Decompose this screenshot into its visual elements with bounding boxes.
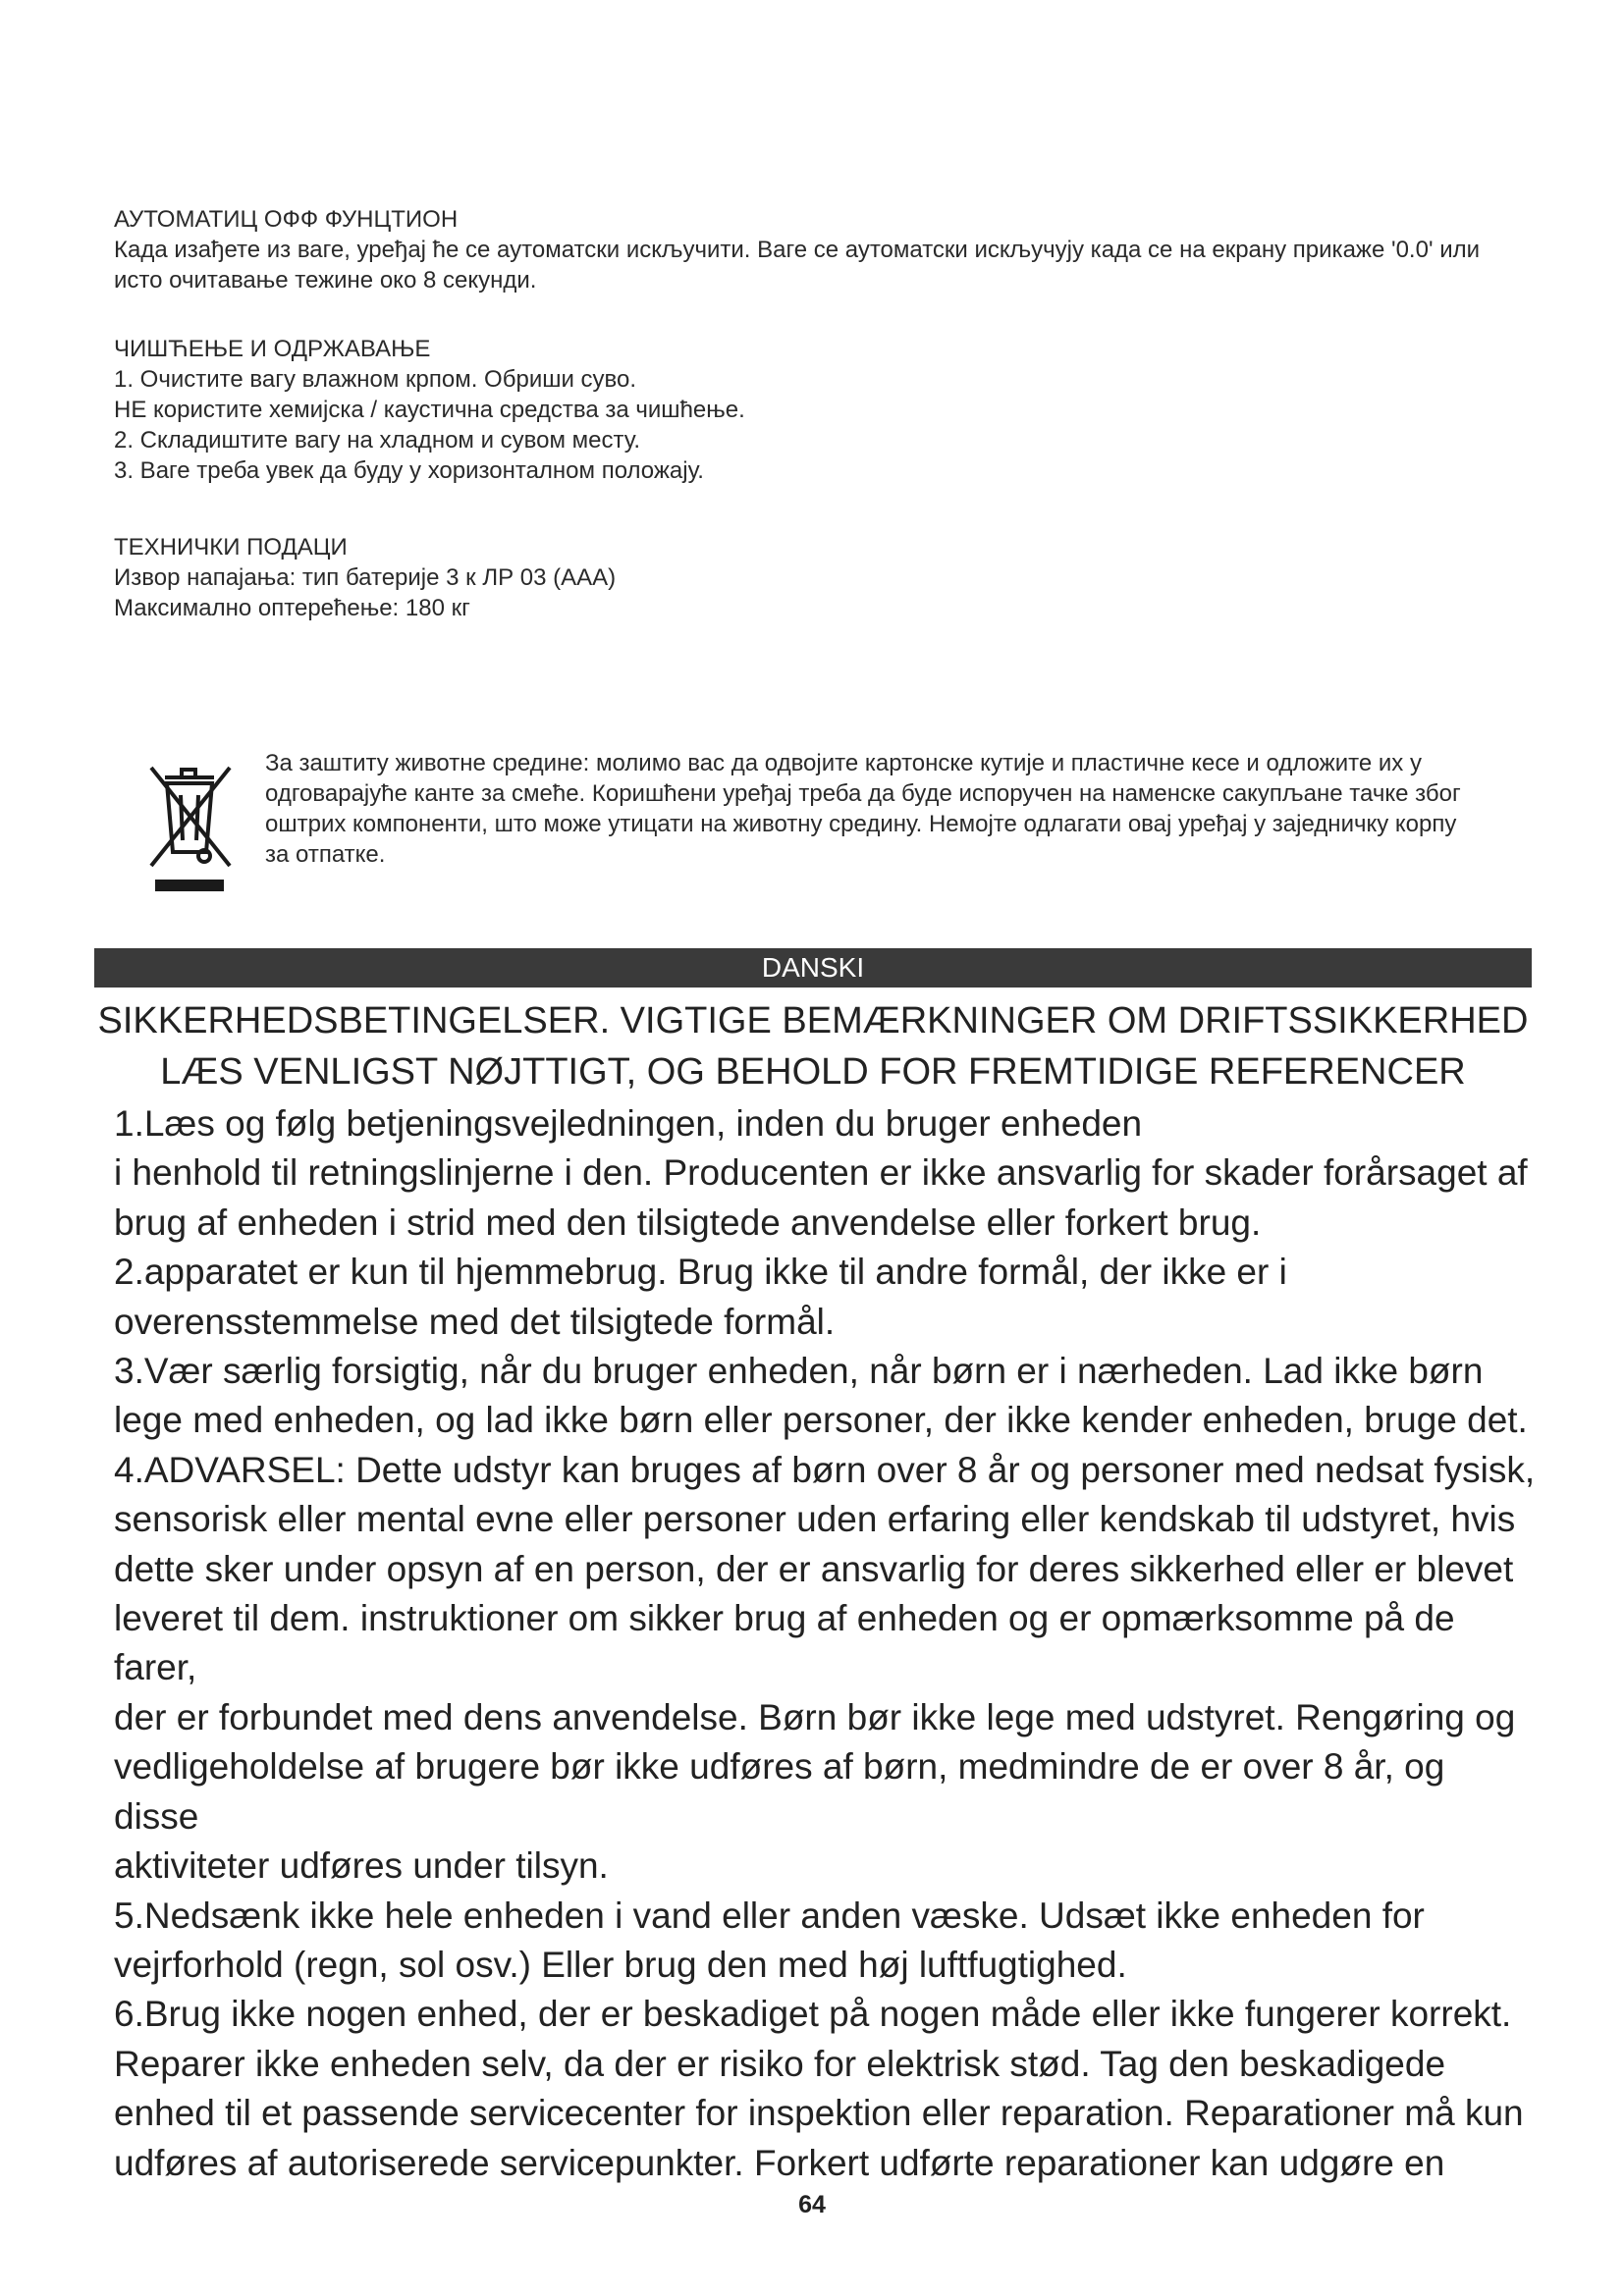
- text-line: aktiviteter udføres under tilsyn.: [114, 1845, 609, 1887]
- text-line: vedligeholdelse af brugere bør ikke udføres af børn, medmindre de er over 8 år, og disse: [114, 1746, 1445, 1837]
- danish-safety-text: [114, 1099, 1538, 2188]
- text-line: НЕ користите хемијска / каустична средства за чишћење.: [114, 397, 745, 423]
- text-line: 3. Ваге треба увек да буду у хоризонталном положају.: [114, 457, 704, 484]
- text-line: sensorisk eller mental evne eller personer uden erfaring eller kendskab til udstyret, hvis: [114, 1499, 1516, 1540]
- text-line: enhed til et passende servicecenter for inspektion eller reparation. Reparationer må kun: [114, 2093, 1524, 2134]
- text-line: Када изађете из ваге, уређај ће се аутоматски искључити. Ваге се аутоматски искључују када се на екрану прикаже '0.0' или: [114, 237, 1481, 263]
- text-line: brug af enheden i strid med den tilsigtede anvendelse eller forkert brug.: [114, 1201, 1262, 1243]
- text-line: за отпатке.: [265, 841, 386, 868]
- text-line: одговарајуће канте за смеће. Коришћени уређај треба да буде испоручен на наменске сакупљане тачке због: [265, 780, 1461, 807]
- language-banner: DANSKI: [94, 948, 1532, 988]
- text-line: 6.Brug ikke nogen enhed, der er beskadiget på nogen måde eller ikke fungerer korrekt.: [114, 1994, 1512, 2035]
- text-line: 2. Складиштите вагу на хладном и сувом месту.: [114, 427, 641, 454]
- safety-headline: SIKKERHEDSBETINGELSER. VIGTIGE BEMÆRKNINGER OM DRIFTSSIKKERHED: [97, 1000, 1529, 1041]
- section-heading: ЧИШЋЕЊЕ И ОДРЖАВАЊЕ: [114, 336, 431, 362]
- text-line: исто очитавање тежине око 8 секунди.: [114, 267, 537, 294]
- text-line: оштрих компоненти, што може утицати на животну средину. Немојте одлагати овај уређај у заједничку корпу: [265, 811, 1457, 837]
- text-line: 3.Vær særlig forsigtig, når du bruger enheden, når børn er i nærheden. Lad ikke børn: [114, 1351, 1484, 1392]
- section-cleaning: [114, 334, 1528, 486]
- text-line: 2.apparatet er kun til hjemmebrug. Brug ikke til andre formål, der ikke er i: [114, 1252, 1287, 1293]
- text-line: vejrforhold (regn, sol osv.) Eller brug den med høj luftfugtighed.: [114, 1944, 1127, 1985]
- text-line: dette sker under opsyn af en person, der er ansvarlig for deres sikkerhed eller er blevet: [114, 1548, 1514, 1589]
- text-line: 4.ADVARSEL: Dette udstyr kan bruges af børn over 8 år og personer med nedsat fysisk,: [114, 1449, 1536, 1490]
- text-line: За заштиту животне средине: молимо вас да одвојите картонске кутије и пластичне кесе и одложите их у: [265, 750, 1422, 776]
- text-line: 5.Nedsænk ikke hele enheden i vand eller anden væske. Udsæt ikke enheden for: [114, 1895, 1425, 1936]
- crossed-out-wheelie-bin-icon: [137, 756, 241, 898]
- text-line: leveret til dem. instruktioner om sikker brug af enheden og er opmærksomme på de farer,: [114, 1598, 1455, 1688]
- eco-notice: [137, 748, 1532, 905]
- text-line: 1. Очистите вагу влажном крпом. Обриши суво.: [114, 366, 637, 393]
- text-line: overensstemmelse med det tilsigtede formål.: [114, 1301, 836, 1342]
- page-number: 64: [798, 2191, 826, 2218]
- text-line: lege med enheden, og lad ikke børn eller personer, der ikke kender enheden, bruge det.: [114, 1400, 1528, 1441]
- text-line: 1.Læs og følg betjeningsvejledningen, inden du bruger enheden: [114, 1103, 1143, 1144]
- text-line: der er forbundet med dens anvendelse. Børn bør ikke lege med udstyret. Rengøring og: [114, 1696, 1516, 1737]
- text-line: Максимално оптерећење: 180 кг: [114, 595, 470, 621]
- text-line: Reparer ikke enheden selv, da der er risiko for elektrisk stød. Tag den beskadigede: [114, 2043, 1446, 2084]
- section-heading: АУТОМАТИЦ ОФФ ФУНЦТИОН: [114, 206, 459, 233]
- section-technical-data: [114, 532, 1528, 623]
- safety-subheadline: LÆS VENLIGST NØJTTIGT, OG BEHOLD FOR FREMTIDIGE REFERENCER: [160, 1051, 1466, 1093]
- text-line: udføres af autoriserede servicepunkter. Forkert udførte reparationer kan udgøre en: [114, 2142, 1445, 2183]
- text-line: i henhold til retningslinjerne i den. Producenten er ikke ansvarlig for skader forårsaget af: [114, 1152, 1528, 1194]
- section-auto-off: [114, 204, 1528, 295]
- section-heading: ТЕХНИЧКИ ПОДАЦИ: [114, 534, 348, 561]
- eco-notice-text: [265, 748, 1532, 870]
- text-line: Извор напајања: тип батерије 3 к ЛР 03 (AAA): [114, 564, 617, 591]
